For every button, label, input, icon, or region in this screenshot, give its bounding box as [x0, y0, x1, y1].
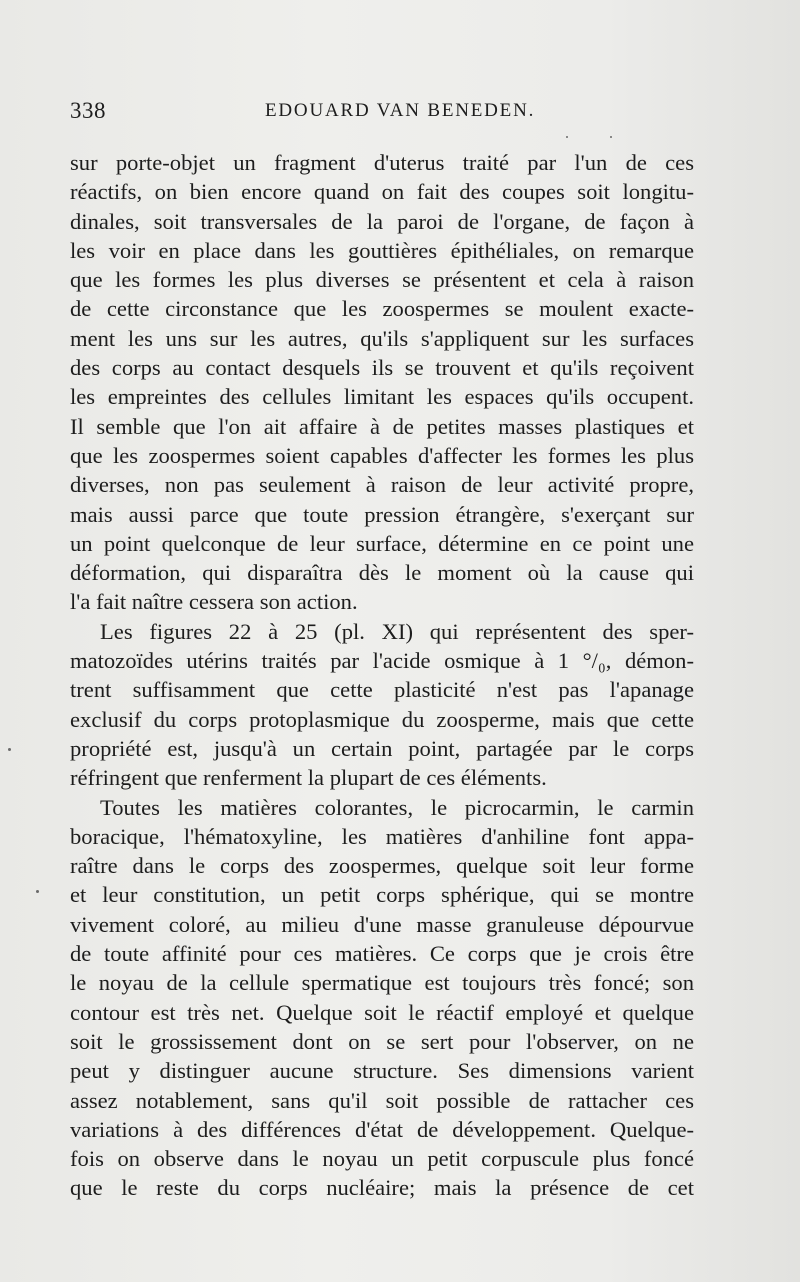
text-line: peut y distinguer aucune structure. Ses dimensions varient — [70, 1058, 694, 1084]
text-line: diverses, non pas seulement à raison de leur activité propre, — [70, 472, 694, 498]
text-line: Il semble que l'on ait affaire à de petites masses plastiques et — [70, 413, 694, 439]
text-line: que les zoospermes soient capables d'affecter les formes les plus — [70, 442, 694, 468]
paragraph-start-line: Les figures 22 à 25 (pl. XI) qui représentent des sper- — [100, 618, 694, 644]
text-line: sur porte-objet un fragment d'uterus traité par l'un de ces — [70, 150, 694, 175]
text-line: variations à des différences d'état de développement. Quelque- — [70, 1116, 694, 1142]
text-line: de cette circonstance que les zoospermes se moulent exacte- — [70, 296, 694, 322]
ink-speck — [36, 890, 39, 893]
text-line: un point quelconque de leur surface, détermine en ce point une — [70, 530, 694, 556]
ink-speck — [610, 136, 612, 138]
page-header — [70, 98, 730, 134]
text-line: vivement coloré, au milieu d'une masse granuleuse dépourvue — [70, 911, 694, 937]
text-line: que le reste du corps nucléaire; mais la présence de cet — [70, 1175, 694, 1201]
paragraph-end-line: l'a fait naître cessera son action. — [70, 589, 358, 615]
ink-speck — [8, 748, 11, 751]
text-line: raître dans le corps des zoospermes, quelque soit leur forme — [70, 853, 694, 879]
text-line: contour est très net. Quelque soit le réactif employé et quelque — [70, 999, 694, 1025]
body-text — [70, 148, 694, 1203]
paragraph-end-line: réfringent que renferment la plupart de ces éléments. — [70, 765, 547, 791]
text-line: le noyau de la cellule spermatique est toujours très foncé; son — [70, 970, 694, 996]
text-line: fois on observe dans le noyau un petit corpuscule plus foncé — [70, 1146, 694, 1172]
page-number: 338 — [70, 98, 106, 123]
text-line: trent suffisamment que cette plasticité n'est pas l'apanage — [70, 677, 694, 703]
text-line: matozoïdes utérins traités par l'acide osmique à 1 °/₀, démon- — [70, 648, 694, 674]
text-line: ment les uns sur les autres, qu'ils s'appliquent sur les surfaces — [70, 325, 694, 351]
text-line: soit le grossissement dont on se sert pour l'observer, on ne — [70, 1028, 694, 1054]
text-line: assez notablement, sans qu'il soit possible de rattacher ces — [70, 1087, 694, 1113]
text-line: dinales, soit transversales de la paroi de l'organe, de façon à — [70, 208, 694, 234]
ink-speck — [566, 136, 568, 138]
text-line: mais aussi parce que toute pression étrangère, s'exerçant sur — [70, 501, 694, 527]
text-line: boracique, l'hématoxyline, les matières d'anhiline font appa- — [70, 823, 694, 849]
text-line: exclusif du corps protoplasmique du zoosperme, mais que cette — [70, 706, 694, 732]
text-line: réactifs, on bien encore quand on fait des coupes soit longitu- — [70, 179, 694, 205]
paragraph-start-line: Toutes les matières colorantes, le picrocarmin, le carmin — [100, 794, 694, 820]
text-line: les voir en place dans les gouttières épithéliales, on remarque — [70, 237, 694, 263]
text-line: des corps au contact desquels ils se trouvent et qu'ils reçoivent — [70, 355, 694, 381]
text-line: que les formes les plus diverses se présentent et cela à raison — [70, 267, 694, 293]
text-line: déformation, qui disparaîtra dès le moment où la cause qui — [70, 560, 694, 586]
text-line: propriété est, jusqu'à un certain point, partagée par le corps — [70, 735, 694, 761]
text-line: de toute affinité pour ces matières. Ce corps que je crois être — [70, 941, 694, 967]
running-head: EDOUARD VAN BENEDEN. — [265, 100, 536, 121]
text-line: les empreintes des cellules limitant les espaces qu'ils occupent. — [70, 384, 694, 410]
text-line: et leur constitution, un petit corps sphérique, qui se montre — [70, 882, 694, 908]
